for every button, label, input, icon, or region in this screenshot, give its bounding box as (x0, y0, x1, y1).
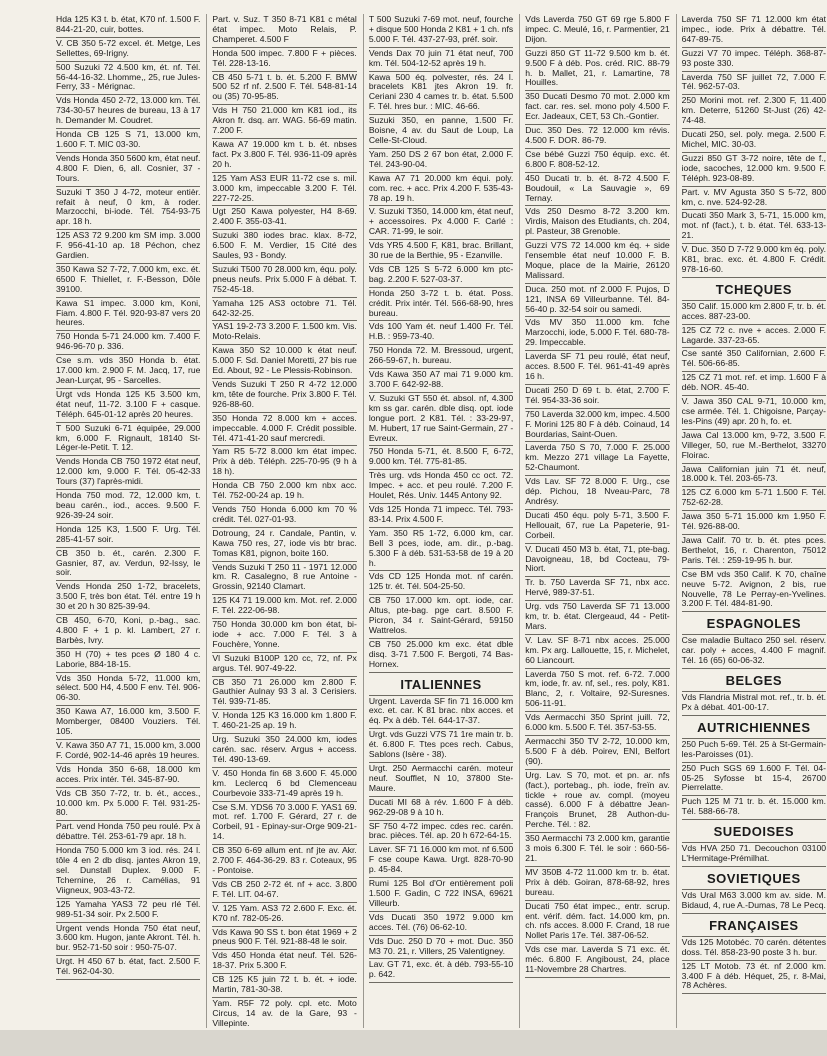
classified-ad: MV 350B 4-72 11.000 km tr. b. état. Prix à déb. Goiran, 878-68-92, hres bureau. (525, 867, 669, 901)
classified-ad: Suzuki T500 70 28.000 km, équ. poly. pneus neufs. Prix 5.000 F à débat. T. 752-45-18. (212, 264, 356, 298)
classified-ad: 125 Yam AS3 EUR 11-72 cse s. mil. 3.000 km, impeccable 3.200 F. Tél. 227-72-25. (212, 173, 356, 207)
classified-ad: Urgt. 250 Aermacchi carén. moteur neuf. Soufflet, N 10, 37800 Ste-Maure. (369, 763, 513, 797)
classified-ad: V. Ducati 450 M3 b. état, 71, pte-bag. Davoigneau, 18, bd Cocteau, 79-Niort. (525, 544, 669, 578)
classified-ad: Laverda 750 S 70, 7.000 F. 25.000 km. Mezzo 271 village La Fayette, 52-Chaumont. (525, 442, 669, 476)
classified-ad: V. Suzuki GT 550 ét. absol. nf, 4.300 km ss gar. carén. dble disq. opt. iode longue port. 2 K81. Tél. : 33-29-97, M. Hubert, 17 rue Saint-Germain, 27 - Evreux. (369, 393, 513, 447)
classified-ad: Guzzi 850 GT 11-72 9.500 km b. ét. 9.500 F à déb. Pos. créd. RIC. 88-79 h. b. Mallet, 21, r. Lamartine, 78 Houilles. (525, 48, 669, 92)
classified-ad: 125 CZ 71 mot. ref. et imp. 1.600 F à déb. NOR. 45-40. (682, 372, 826, 396)
classified-ad: Ducati 250, sel. poly. mega. 2.500 F. Michel, MIC. 30-03. (682, 129, 826, 153)
classified-ad: V. Duc. 350 D 7-72 9.000 km éq. poly. K81, brac. exc. ét. 4.800 F. Crédit. 978-16-60. (682, 244, 826, 278)
classified-ad: Urg. vds 750 Laverda SF 71 13.000 km, tr. b. état. Clergeaud, 44 - Petit-Mars. (525, 601, 669, 635)
classified-ad: Vds 125 Honda 71 impecc. Tél. 793-83-14. Prix 4.500 F. (369, 504, 513, 528)
classified-ad: 250 Puch 5-69. Tél. 25 à St-Germain-les-Paroisses (01). (682, 739, 826, 763)
classified-column-5 (676, 14, 826, 1028)
classified-ad: Hda 125 K3 t. b. état, K70 nf. 1.500 F. 844-21-20, cuir, bottes. (56, 14, 200, 38)
classified-ad: Vds Aermacchi 350 Sprint juill. 72, 6.000 km. 5.500 F. Tél. 357-53-55. (525, 712, 669, 736)
classified-ad: CB 350 6-69 allum ent. nf jte av. Akr. 2.700 F. 464-36-29. 83 r. Coteaux, 95 - Pontoise. (212, 845, 356, 879)
classified-ad: Honda CB 125 S 71, 13.000 km, 1.600 F. T. MIC 03-30. (56, 129, 200, 153)
classified-ad: Vds cse mar. Laverda S 71 exc. ét. méc. 6.800 F. Angiboust, 24, place 11-Novembre 28 Chartres. (525, 944, 669, 978)
classified-ad: Jawa Cal 13.000 km, 9-72, 3.500 F. Villeger, 50, rue M.-Berthelot, 33270 Floirac. (682, 430, 826, 464)
classified-ad: V. Lav. SF 8-71 nbx acces. 25.000 km. Px arg. Lallouette, 15, r. Michelet, 60 Liancourt. (525, 635, 669, 669)
classified-ad: Laverda SF 71 peu roulé, état neuf, acces. 8.500 F. Tél. 961-41-49 après 16 h. (525, 351, 669, 385)
classified-ad: Cse santé 350 Californian, 2.600 F. Tél. 506-66-85. (682, 348, 826, 372)
section-heading: ITALIENNES (369, 673, 513, 696)
classified-ad: Tr. b. 750 Laverda SF 71, nbx acc. Hervé, 989-37-51. (525, 577, 669, 601)
classified-ad: 250 Morini mot. ref. 2.300 F, 11.400 km. Deterre, 51260 St-Just (26) 42-74-48. (682, 95, 826, 129)
classified-ad: Honda 250 3-72 t. b. état. Poss. crédit. Prix intér. Tél. 566-68-90, hres bureau. (369, 288, 513, 322)
classified-ad: Cse S.M. YDS6 70 3.000 F. YAS1 69. mot. ref. 1.700 F. Gérard, 27 r. de Corbeil, 91 - Epinay-sur-Orge 909-21-14. (212, 802, 356, 846)
classified-ad: Kawa S1 impec. 3.000 km, Koni, Fiam. 4.800 F. Tél. 920-93-87 vers 20 heures. (56, 298, 200, 332)
classified-ad: Suzuki 380 iodes brac. klax. 8-72, 6.500 F. M. Verdier, 15 Cité des Saules, 93 - Bondy. (212, 230, 356, 264)
section-heading: ESPAGNOLES (682, 612, 826, 635)
classified-ad: Vds H 750 21.000 km K81 iod., its Akron fr. dsq. arr. WAG. 56-69 matin. 7.200 F. (212, 105, 356, 139)
section-heading: FRANÇAISES (682, 914, 826, 937)
classified-ad: 350 Aermacchi 73 2.000 km, garantie 3 mois 6.300 F. Tél. le soir : 660-56-21. (525, 833, 669, 867)
classified-ad: CB 350 71 26.000 km 2.800 F. Gauthier Aulnay 93 3 al. 3 Cerisiers. Tél. 939-71-85. (212, 677, 356, 711)
classified-ad: Urg. Suzuki 350 24.000 km, iodes carén. sac. réserv. Argus + access. Tél. 490-13-69. (212, 734, 356, 768)
classified-ad: Suzuki 350, en panne, 1.500 Fr. Boisne, 4 av. du Saut de Loup, La Celle-St-Cloud. (369, 115, 513, 149)
classified-ad: CB 450 5-71 t. b. ét. 5.200 F. BMW 500 52 rf nf. 2.500 F. Tél. 548-81-14 ou (35) 70-95-85. (212, 72, 356, 106)
classified-ad: Duca. 250 mot. nf 2.000 F. Pujos, D 121, INSA 69 Villeurbanne. Tél. 84-56-40 p. 32-54 soir ou samedi. (525, 284, 669, 318)
classified-ad: T 500 Suzuki 7-69 mot. neuf, fourche + disque 500 Honda 2 K81 + 1 ch. nfs 5.000 F. Tél. 437-27-93, préf. soir. (369, 14, 513, 48)
classified-ad: Rumi 125 Bol d'Or entièrement poli 1.500 F. Gadin, C 722 INSA, 69621 Villeurb. (369, 878, 513, 912)
classified-ad: Jawa Californian juin 71 ét. neuf, 18.000 k. Tél. 203-65-73. (682, 464, 826, 488)
classified-ad: V. Honda 125 K3 16.000 km 1.800 F. T. 460-21-25 ap. 19 h. (212, 710, 356, 734)
classified-ad: Vds 250 Desmo 8-72 3.200 km. Virdis, Maison des Etudiants, ch. 204, pl. Pasteur, 38 Grenoble. (525, 206, 669, 240)
classified-ad: CB 450, 6-70, Koni, p.-bag., sac. 4.800 F + 1 p. kl. Lambert, 27 r. Barbès, Ivry. (56, 615, 200, 649)
classified-ad: Vds 450 Honda état neuf. Tél. 526-18-37. Prix 5.300 F. (212, 950, 356, 974)
classified-ad: Laverda 750 SF 71 12.000 km état impec., iode. Prix à débattre. Tél. 647-89-75. (682, 14, 826, 48)
classified-ad: Ducati 350 Mark 3, 5-71, 15.000 km, mot. nf (fact.), t. b. état. Tél. 633-13-21. (682, 210, 826, 244)
classified-ad: Aermacchi 350 TV 2-72, 10.000 km, 5.500 F à déb. Poirev, ENI, Belfort (90). (525, 736, 669, 770)
classified-ad: Urgent vends Honda 750 état neuf, 3.600 km. Hugon, jante Akront. Tél. h. bur. 952-71-50 soir : 950-75-07. (56, 923, 200, 957)
section-heading: AUTRICHIENNES (682, 716, 826, 739)
section-heading: SUEDOISES (682, 820, 826, 843)
classified-ad: Vds Kawa 350 A7 mai 71 9.000 km. 3.700 F. 642-92-88. (369, 369, 513, 393)
classified-ad: Vds CB 250 2-72 ét. nf + acc. 3.800 F. Tél. LIT. 04-67. (212, 879, 356, 903)
classified-ad: Duc. 350 Des. 72 12.000 km révis. 4.500 F. DOR. 86-79. (525, 125, 669, 149)
classified-ad: Honda 750 mod. 72, 12.000 km, t. beau carén., iod., acces. 9.500 F. 926-39-24 soir. (56, 490, 200, 524)
classified-ad: 350 H (70) + tes pces Ø 180 4 c. Laborie, 884-18-15. (56, 649, 200, 673)
classified-ad: Kawa 500 éq. polvester, rés. 24 l. bracelets K81 jtes Akron 19. fr. Ceriani 230 4 cames tr. b. état. 5.500 F. Tél. hres bur. : MIC. 46-66. (369, 72, 513, 116)
classified-ad: Suzuki T 350 J 4-72, moteur entièr. refait à neuf, 0 km, à roder. Marzocchi, bi-iode. Tél. 754-93-75 apr. 18 h. (56, 187, 200, 231)
classified-ad: 750 Honda 5-71, ét. 8.500 F, 6-72, 9.000 km. Tél. 775-81-85. (369, 446, 513, 470)
classifieds-page (56, 14, 826, 1028)
classified-ad: 500 Suzuki 72 4.500 km, ét. nf. Tél. 56-44-16-32. Lhomme,, 25, rue Jules-Ferry, 33 - Mérignac. (56, 62, 200, 96)
classified-ad: 125 AS3 72 9.200 km SM imp. 3.000 F. 956-41-10 ap. 18 Péchon, chez Gardien. (56, 230, 200, 264)
classified-ad: 125 LT Motob. 73 ét. nf 2.000 km. 3.400 F à déb. Héquet, 25, r. 8-Mai, 78 Achères. (682, 961, 826, 995)
classified-ad: Urgt. H 450 67 b. état, fact. 2.500 F. Tél. 962-04-30. (56, 956, 200, 980)
classified-ad: Vds Duc. 250 D 70 + mot. Duc. 350 M3 70. 21, r. Villers, 25 Valentigney. (369, 936, 513, 960)
classified-ad: 750 Honda 30.000 km bon état, bi-iode + acc. 7.000 F. Tél. 3 à Fouchère, Yonne. (212, 619, 356, 653)
classified-ad: Ducati 750 état impec., entr. scrup. ent. vérif. dém. fact. 14.000 km, pn. ch. nfs acces. 8.000 F. Crand, 18 rue Nollet Paris 17e. Tél. 387-06-52. (525, 901, 669, 945)
classified-ad: Honda 500 impec. 7.800 F + pièces. Tél. 228-13-16. (212, 48, 356, 72)
classified-ad: Urg. Lav. S 70, mot. et pn. ar. nfs (fact.), portebag., ph. iode, freïn av. tickle + roue av. compl. (moyeu cassé). 6.000 F à débattre Jean-François Brunet, 28 Authon-du-Perche. Tél. : 82. (525, 770, 669, 833)
classified-ad: Dotroung, 24 r. Candale, Pantin, v. Kawa 750 res, 27, iode vis btr brac. Tomas K81, pignon, boite 160. (212, 528, 356, 562)
classified-ad: Urgt vds Honda 125 K5 3.500 km, état neuf, 11-72. 3.100 F + casque. Téléph. 645-01-12 après 20 heures. (56, 389, 200, 423)
classified-ad: T 500 Suzuki 6-71 équipée, 29.000 km, 6.000 F. Rignault, 18140 St-Léger-le-Petit. T. 12. (56, 423, 200, 457)
classified-ad: Part. v. Suz. T 350 8-71 K81 c métal état impec. Moto Relais, P. Champeret. 4.500 F (212, 14, 356, 48)
classified-ad: Vds Honda 450 2-72, 13.000 km. Tél. 734-30-57 heures de bureau, 13 à 17 h. Demander M. Coudret. (56, 95, 200, 129)
classified-ad: Vds Flandria Mistral mot. ref., tr. b. ét. Px à débat. 401-00-17. (682, 692, 826, 716)
classified-ad: Ugt 250 Kawa polyester, H4 8-69. 2.400 F. 355-03-41. (212, 206, 356, 230)
classified-ad: 350 Kawa A7, 16.000 km, 3.500 F. Momberger, 08400 Vouziers. Tél. 105. (56, 706, 200, 740)
classified-ad: Puch 125 M 71 tr. b. ét. 15.000 km. Tél. 588-66-78. (682, 796, 826, 820)
classified-ad: Lav. GT 71, exc. ét. à déb. 793-55-10 p. 642. (369, 959, 513, 983)
classified-ad: Yam R5 5-72 8.000 km état impec. Prix à déb. Téléph. 225-70-95 (9 h à 18 h). (212, 446, 356, 480)
classified-ad: CB 750 25.000 km exc. état dble disq. 3-71 7.500 F. Bergoti, 74 Bas-Hornex. (369, 639, 513, 673)
classified-ad: Cse maladie Bultaco 250 sel. réserv. car. poly + acces, 4.400 F magnif. Tél. 16 (65) 60-06-32. (682, 635, 826, 669)
classified-ad: 350 Calif. 15.000 km 2.800 F, tr. b. ét. acces. 887-23-00. (682, 301, 826, 325)
classified-ad: Vends Suzuki T 250 11 - 1971 12.000 km. R. Casalegno, 8 rue Antoine - Grossin, 92140 Clamart. (212, 562, 356, 596)
classified-ad: Part. vend Honda 750 peu roulé. Px à débattre. Tél. 253-61-79 apr. 18 h. (56, 821, 200, 845)
classified-ad: Yam. 250 DS 2 67 bon état, 2.000 F. Tél. 243-90-04. (369, 149, 513, 173)
classified-ad: Kawa A7 71 20.000 km équi. poly. com. rec. + acc. Prix 4.200 F. 535-43-78 ap. 19 h. (369, 173, 513, 207)
classified-ad: Laverda 750 S mot. ref. 6-72. 7.000 km, iode, fr. av. nf, sel., res. poly, K81. Blanc, 2, r. Voltaire, 92-Suresnes. 506-11-91. (525, 669, 669, 713)
classified-ad: CB 125 K5 juin 72 t. b. ét. + iode. Martin, 781-30-38. (212, 974, 356, 998)
classified-ad: Vds MV 350 11.000 km. fche Marzocchi, iode, 5.000 F. Tél. 680-78-29. Impeccable. (525, 317, 669, 351)
classified-ad: V. Kawa 350 A7 71, 15.000 km, 3.000 F. Cordé, 902-14-46 après 19 heures. (56, 740, 200, 764)
classified-ad: Guzzi 850 GT 3-72 noire, tête de f., iode, sacoches, 12.000 km. 9.500 F. Téléph. 923-08-89. (682, 153, 826, 187)
classified-ad: Kawa A7 19.000 km t. b. ét. nbses fact. Px 3.800 F. Tél. 936-11-09 après 20 h. (212, 139, 356, 173)
classified-ad: 125 CZ 6.000 km 5-71 1.500 F. Tél. 752-62-28. (682, 487, 826, 511)
page-footer-band (0, 1030, 827, 1056)
classified-ad: Honda 750 5.000 km 3 iod. rés. 24 l. tôle 4 en 2 db disq. jantes Akron 19, sel. Dunstall Duplex. 9.000 F. Tchernine, 26 r. Camélias, 91 Viigneux, 903-43-72. (56, 845, 200, 899)
classified-ad: V. 450 Honda fin 68 3.600 F. 45.000 km. Leclercq 6 bd Clemenceau Courbevoie 333-71-49 après 19 h. (212, 768, 356, 802)
classified-ad: V. CB 350 5-72 excel. ét. Metge, Les Sellettes, 69-Irigny. (56, 38, 200, 62)
classified-ad: Guzzi V7 70 impec. Téléph. 368-87-93 poste 330. (682, 48, 826, 72)
classified-ad: Part. v. MV Agusta 350 S 5-72, 800 km, c. nve. 524-92-28. (682, 187, 826, 211)
classified-ad: Ducati MI 68 à rév. 1.600 F à déb. 962-29-08 9 à 10 h. (369, 797, 513, 821)
classified-ad: Vds Honda 350 6-68, 18.000 km acces. Prix intér. Tél. 345-87-90. (56, 764, 200, 788)
classified-ad: Yam. 350 R5 1-72, 6.000 km, car. Bell 3 pces, iode, am. dir., p.-bag. 5.300 F à déb. 531-53-58 de 19 à 20 h. (369, 528, 513, 572)
classified-ad: V. 125 Yam. AS3 72 2.600 F. Exc. ét. K70 nf. 782-05-26. (212, 903, 356, 927)
classified-ad: Vends Honda 350 5600 km, état neuf. 4.800 F. Dien, 6, all. Cosnier, 37 - Tours. (56, 153, 200, 187)
classified-ad: Honda 125 K3, 1.500 F. Urg. Tél. 285-41-57 soir. (56, 524, 200, 548)
classified-ad: 250 Puch SGS 69 1.600 F. Tél. 04-05-25 Syfosse bt 15-4, 26700 Pierrelatte. (682, 763, 826, 797)
classified-column-3 (363, 14, 513, 1028)
classified-ad: Vends Suzuki T 250 R 4-72 12.000 km, tête de fourche. Prix 3.800 F. Tél. 926-88-60. (212, 379, 356, 413)
classified-column-4 (519, 14, 669, 1028)
classified-ad: Vds Lav. SF 72 8.000 F. Urg., cse dép. Pichou, 18 Nveau-Parc, 78 Andrésy. (525, 476, 669, 510)
classified-ad: V. Suzuki T350, 14.000 km, état neuf, + accessoires. Px 4.000 F. Carlé : CAR. 71-99, le soir. (369, 206, 513, 240)
classified-ad: Vds 350 Honda 5-72, 11.000 km, sélect. 500 H4, 4.500 F env. Tél. 906-06-30. (56, 673, 200, 707)
classified-ad: 350 Ducati Desmo 70 mot. 2.000 km fact. car. res. sel. mono poly 4.500 F. Ecr. Jadeaux, CET, 53 Ch.-Gontier. (525, 91, 669, 125)
classified-ad: V. Jawa 350 CAL 9-71, 10.000 km, cse armée. Tél. 1. Chigoisne, Parçay-les-Pins (49) apr. 20 h, fo. et. (682, 396, 826, 430)
classified-ad: Jawa Calif. 70 tr. b. ét. ptes pces. Berthelot, 16, r. Charenton, 75012 Paris. Tél. : 259-19-95 h. bur. (682, 535, 826, 569)
classified-ad: Vds CB 350 7-72, tr. b. ét., acces., 10.000 km. Px 5.000 F. Tél. 931-25-80. (56, 788, 200, 822)
classified-ad: Yamaha 125 AS3 octobre 71. Tél. 642-32-25. (212, 298, 356, 322)
classified-ad: Vds CD 125 Honda mot. nf carén. 125 tr. ét. Tél. 504-25-50. (369, 571, 513, 595)
classified-ad: Yam. R5F 72 poly. cpl. etc. Moto Circus, 14 av. de la Gare, 93 - Villepinte. (212, 998, 356, 1028)
classified-ad: 350 Kawa S2 7-72, 7.000 km, exc. ét. 6500 F. Thiellet, r. F.-Besson, Dôle 39100. (56, 264, 200, 298)
classified-ad: Cse BM vds 350 Calif. K 70, chaîne neuve 5-72. Avignon, 2 bis, rue Nouvelle, 78 Le Perray-en-Yvelines. 3.200 F. Tél. 484-81-90. (682, 569, 826, 613)
classified-ad: Vds YR5 4.500 F, K81, brac. Brillant, 30 rue de la Berthie, 95 - Ezanville. (369, 240, 513, 264)
classified-ad: Ducati 450 équ. poly 5-71, 3.500 F. Hellouait, 67, rue La Papeterie, 91-Corbeil. (525, 510, 669, 544)
classified-ad: Vds Ural M63 3.000 km av. side. M. Bidaud, 4, rue A.-Dumas, 78 Le Pecq. (682, 890, 826, 914)
classified-ad: 125 CZ 72 c. nve + acces. 2.000 F. Lagarde. 337-23-65. (682, 325, 826, 349)
classified-ad: 450 Ducati tr. b. ét. 8-72 4.500 F. Boudouil, « La Sauvagie », 69 Ternay. (525, 173, 669, 207)
classified-ad: 750 Laverda 32.000 km, impec. 4.500 F. Morini 125 80 F à déb. Coinaud, 14 Bourdarias, Saint-Ouen. (525, 409, 669, 443)
classified-ad: CB 750 17.000 km. opt. iode, car. Altus, pte-bag. pge cart. 8.500 F. Picron, 34 r. Saint-Gérard, 59150 Wattrelos. (369, 595, 513, 639)
classified-ad: 125 Yamaha YAS3 72 peu rlé Tél. 989-51-34 soir. Px 2.500 F. (56, 899, 200, 923)
classified-ad: Vds Ducati 350 1972 9.000 km acces. Tél. (76) 06-62-10. (369, 912, 513, 936)
classified-ad: Kawa 350 S2 10.000 k état neuf. 5.000 F. Sd. Daniel Moretti, 27 bis rue Ed. About, 92 - Le Plessis-Robinson. (212, 345, 356, 379)
classified-ad: Urgt. vds Guzzi V7S 71 1re main tr. b. ét. 6.800 F. Ttes pces rech. Cabus, Sablons (Isère - 38). (369, 729, 513, 763)
classified-ad: Vends Dax 70 juin 71 état neuf, 700 km. Tél. 504-12-52 après 19 h. (369, 48, 513, 72)
classified-ad: Vends 750 Honda 6.000 km 70 % crédit. Tél. 027-01-93. (212, 504, 356, 528)
classified-ad: Laver. SF 71 16.000 km mot. nf 6.500 F cse coupe Kawa. Urgt. 828-70-90 p. 45-84. (369, 844, 513, 878)
classified-ad: YAS1 19-2-73 3.200 F. 1.500 km. Vis. Moto-Relais. (212, 321, 356, 345)
classified-ad: 750 Honda 72. M. Bressoud, urgent, 266-59-67, h. bureau. (369, 345, 513, 369)
classified-ad: 125 K4 71 19.000 km. Mot. ref. 2.000 F. Tél. 222-06-98. (212, 595, 356, 619)
classified-ad: Vds Laverda 750 GT 69 rge 5.800 F impec. C. Meulé, 16, r. Parmentier, 21 Dijon. (525, 14, 669, 48)
section-heading: SOVIETIQUES (682, 867, 826, 890)
classified-ad: Vends Honda 250 1-72, bracelets, 3.500 F, très bon état. Tél. entre 19 h 30 et 20 h 30 825-39-94. (56, 581, 200, 615)
classified-ad: Vds 125 Motobéc. 70 carén. détentes doss. Tél. 858-23-90 poste 3 h. bur. (682, 937, 826, 961)
classified-ad: Vds 100 Yam ét. neuf 1.400 Fr. Tél. H.B. : 959-73-40. (369, 321, 513, 345)
classified-ad: Honda CB 750 2.000 km nbx acc. Tél. 752-00-24 ap. 19 h. (212, 480, 356, 504)
section-heading: TCHEQUES (682, 278, 826, 301)
classified-ad: Vends Honda CB 750 1972 état neuf, 12.000 km, 9.000 F. Tél. 05-42-33 Tours (37) l'après-midi. (56, 456, 200, 490)
classified-ad: Jawa 350 5-71 15.000 km 1.950 F. Tél. 926-88-00. (682, 511, 826, 535)
classified-ad: CB 350 b. ét., carén. 2.300 F. Gasnier, 87, av. Verdun, 92-Issy, le soir. (56, 548, 200, 582)
classified-ad: Laverda 750 SF juillet 72, 7.000 F. Tél. 962-57-03. (682, 72, 826, 96)
classified-column-1 (56, 14, 200, 1028)
classified-ad: Cse bébé Guzzi 750 équip. exc. ét. 6.800 F. 808-52-12. (525, 149, 669, 173)
classified-ad: Vds Kawa 90 SS t. bon état 1969 + 2 pneus 900 F. Tél. 921-88-48 le soir. (212, 927, 356, 951)
classified-ad: Vds HVA 250 71. Decouchon 03100 L'Hermitage-Prémilhat. (682, 843, 826, 867)
classified-ad: Vds CB 125 S 5-72 6.000 km ptc-bag. 2.200 F. 527-03-37. (369, 264, 513, 288)
classified-ad: Vl Suzuki B100P 120 cc, 72, nf. Px argus. Tél. 907-49-22. (212, 653, 356, 677)
section-heading: BELGES (682, 669, 826, 692)
classified-ad: Urgent. Laverda SF fin 71 16.000 km exc. et. car. K 81 brac. nbx acces. et éq. Px à déb. Tél. 644-17-37. (369, 696, 513, 730)
classified-column-2 (206, 14, 356, 1028)
classified-ad: 350 Honda 72 8.000 km + acces. impeccable. 4.000 F. Crédit possible. Tél. 471-41-20 sauf mercredi. (212, 413, 356, 447)
classified-ad: Ducati 250 D 69 t. b. état, 2.700 F. Tél. 954-33-36 soir. (525, 385, 669, 409)
classified-ad: Guzzi V7S 72 14.000 km éq. + side l'ensemble état neuf 10.000 F. B. Moque, place de la Mairie, 26120 Malissard. (525, 240, 669, 284)
classified-ad: Très urg. vds Honda 450 cc oct. 72. Impec. + acc. et peu roulé. 7.200 F. Houlet, Rés. Univ. 1445 Antony 92. (369, 470, 513, 504)
classified-ad: 750 Honda 5-71 24.000 km. 7.400 F. 946-96-70 p. 336. (56, 331, 200, 355)
classified-ad: SF 750 4-72 impec. cdes rec. carén. brac. pièces. Tél. ap. 20 h 672-64-15. (369, 821, 513, 845)
classified-ad: Cse s.m. vds 350 Honda b. état. 17.000 km. 2.900 F. M. Jacq, 17, rue Jean-Lurçat, 95 - Sarcelles. (56, 355, 200, 389)
